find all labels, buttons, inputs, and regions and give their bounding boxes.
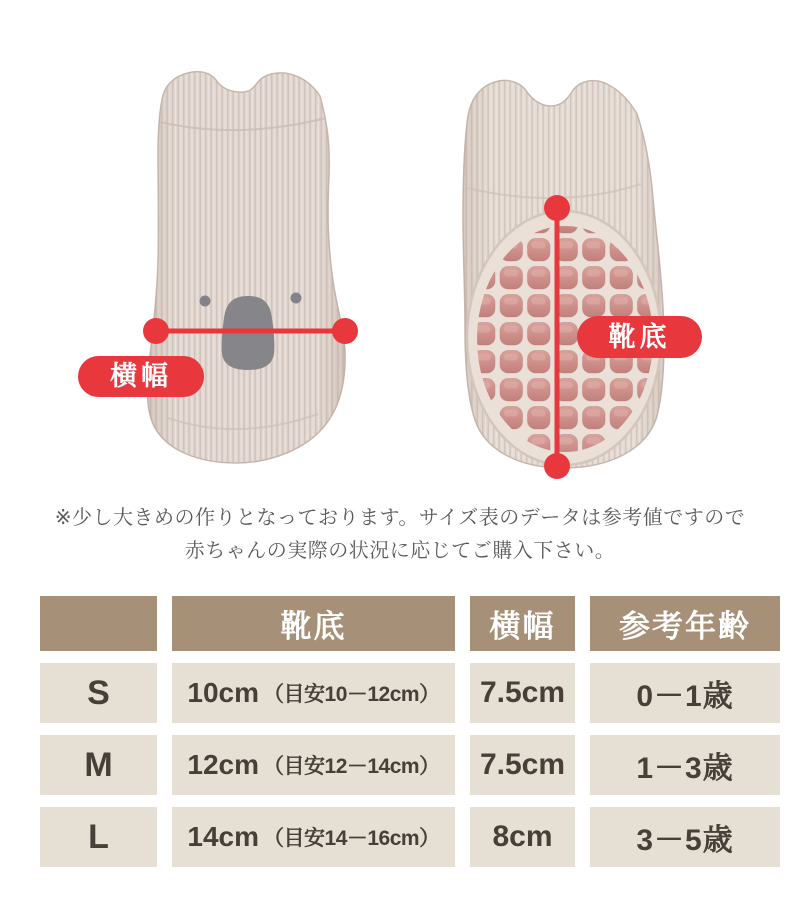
- row-s-sole: [172, 663, 455, 723]
- disclaimer-line-2: 赤ちゃんの実際の状況に応じてご購入下さい。: [184, 540, 616, 562]
- header-cell-age: 参考年齢: [590, 596, 780, 651]
- row-s-sole-note: （目安10－12cm）: [263, 683, 440, 706]
- row-m-age: 1－3歳: [590, 735, 780, 795]
- size-table: [40, 596, 780, 867]
- sole-measure-line: [544, 195, 570, 479]
- header-cell-size: [40, 596, 157, 651]
- header-cell-width: 横幅: [470, 596, 575, 651]
- row-m-sole-note: （目安12－14cm）: [263, 755, 440, 778]
- row-s-size: S: [40, 663, 157, 723]
- disclaimer-note: [0, 490, 800, 568]
- row-l-width: 8cm: [470, 807, 575, 867]
- row-m-size: M: [40, 735, 157, 795]
- width-measure-line: [143, 318, 358, 344]
- row-l-sole-main: 14cm: [187, 821, 260, 852]
- disclaimer-line-1: ※少し大きめの作りとなっております。サイズ表のデータは参考値ですので: [54, 507, 746, 529]
- row-l-size: L: [40, 807, 157, 867]
- row-s-age: 0－1歳: [590, 663, 780, 723]
- row-l-sole: [172, 807, 455, 867]
- header-cell-sole: 靴底: [172, 596, 455, 651]
- row-m-sole: [172, 735, 455, 795]
- width-measure-label: 横幅: [78, 356, 204, 397]
- sole-measure-label: 靴底: [577, 316, 702, 358]
- row-s-width: 7.5cm: [470, 663, 575, 723]
- row-m-width: 7.5cm: [470, 735, 575, 795]
- row-l-sole-note: （目安14－16cm）: [263, 827, 440, 850]
- row-s-sole-main: 10cm: [187, 677, 260, 708]
- row-l-age: 3－5歳: [590, 807, 780, 867]
- row-m-sole-main: 12cm: [187, 749, 260, 780]
